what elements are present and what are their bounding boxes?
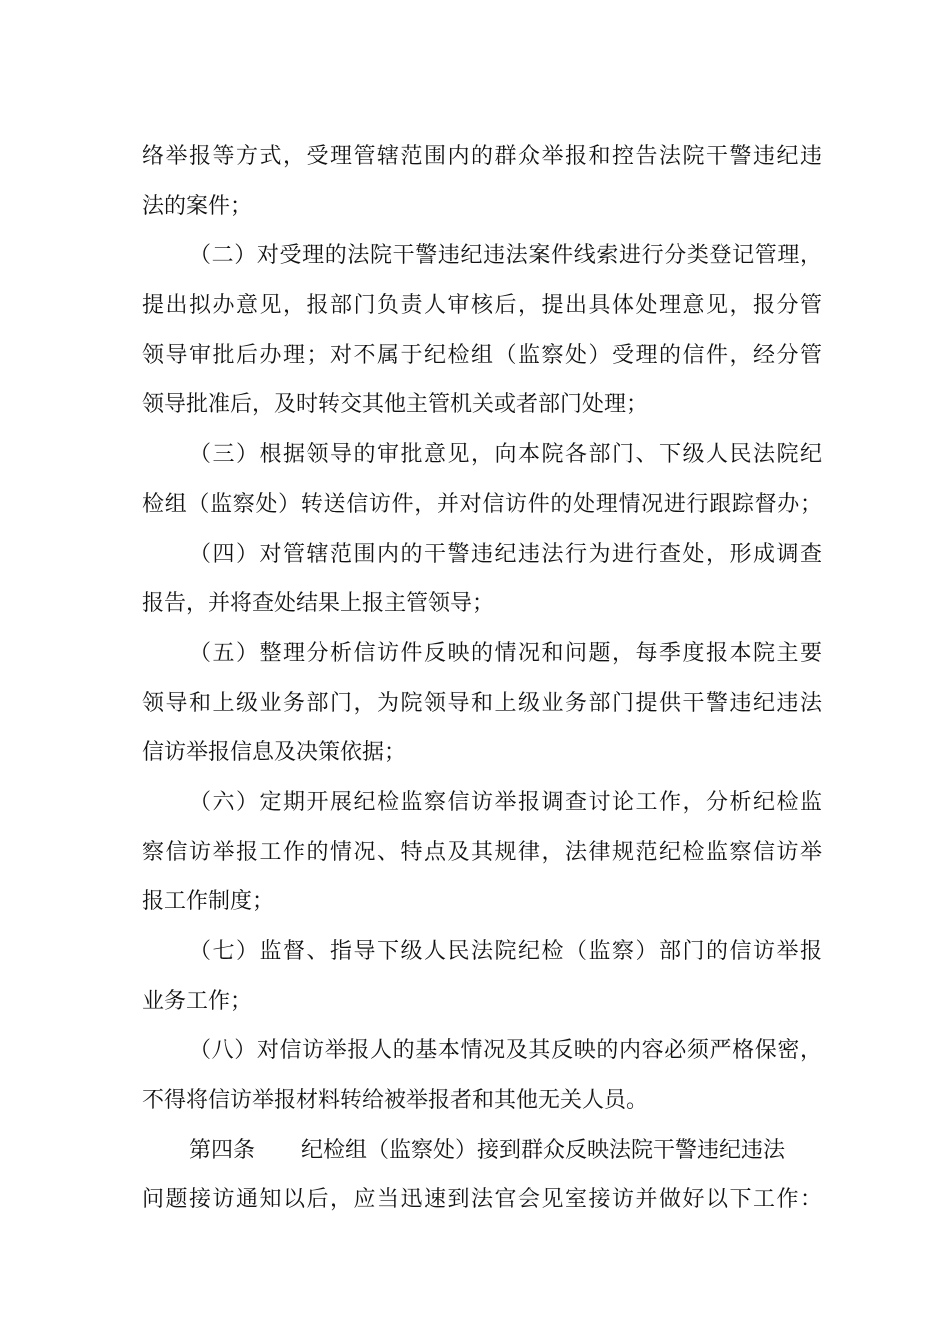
- document-line: 报工作制度；: [142, 889, 275, 915]
- document-line: 察信访举报工作的情况、特点及其规律，法律规范纪检监察信访举: [142, 839, 822, 865]
- document-line: 信访举报信息及决策依据；: [142, 740, 407, 766]
- article-4-line-2: 问题接访通知以后，应当迅速到法官会见室接访并做好以下工作：: [142, 1187, 822, 1213]
- document-line: 不得将信访举报材料转给被举报者和其他无关人员。: [142, 1088, 649, 1114]
- document-line: 检组（监察处）转送信访件，并对信访件的处理情况进行跟踪督办；: [142, 491, 822, 517]
- document-line: （七）监督、指导下级人民法院纪检（监察）部门的信访举报: [189, 939, 822, 964]
- document-line: 络举报等方式，受理管辖范围内的群众举报和控告法院干警违纪违: [142, 144, 822, 169]
- document-line: （四）对管辖范围内的干警违纪违法行为进行查处，形成调查: [189, 541, 822, 567]
- document-line: （五）整理分析信访件反映的情况和问题，每季度报本院主要: [189, 640, 822, 666]
- article-4-text-1: 纪检组（监察处）接到群众反映法院干警违纪违法: [301, 1137, 786, 1163]
- document-line: （二）对受理的法院干警违纪违法案件线索进行分类登记管理，: [189, 243, 822, 269]
- article-4-line-1: [142, 1126, 822, 1176]
- article-4-label: 第四条: [189, 1137, 256, 1163]
- document-line: 领导批准后，及时转交其他主管机关或者部门处理；: [142, 392, 649, 418]
- document-line: 报告，并将查处结果上报主管领导；: [142, 591, 495, 617]
- document-line: 领导和上级业务部门，为院领导和上级业务部门提供干警违纪违法: [142, 690, 822, 716]
- document-line: （三）根据领导的审批意见，向本院各部门、下级人民法院纪: [189, 442, 822, 468]
- document-line: 法的案件；: [142, 193, 253, 219]
- document-line: 业务工作；: [142, 988, 253, 1014]
- document-body: [142, 132, 822, 1225]
- document-line: 领导审批后办理；对不属于纪检组（监察处）受理的信件，经分管: [142, 342, 822, 368]
- document-line: （八）对信访举报人的基本情况及其反映的内容必须严格保密，: [189, 1038, 822, 1064]
- document-line: （六）定期开展纪检监察信访举报调查讨论工作，分析纪检监: [189, 789, 822, 815]
- document-line: 提出拟办意见，报部门负责人审核后，提出具体处理意见，报分管: [142, 293, 822, 319]
